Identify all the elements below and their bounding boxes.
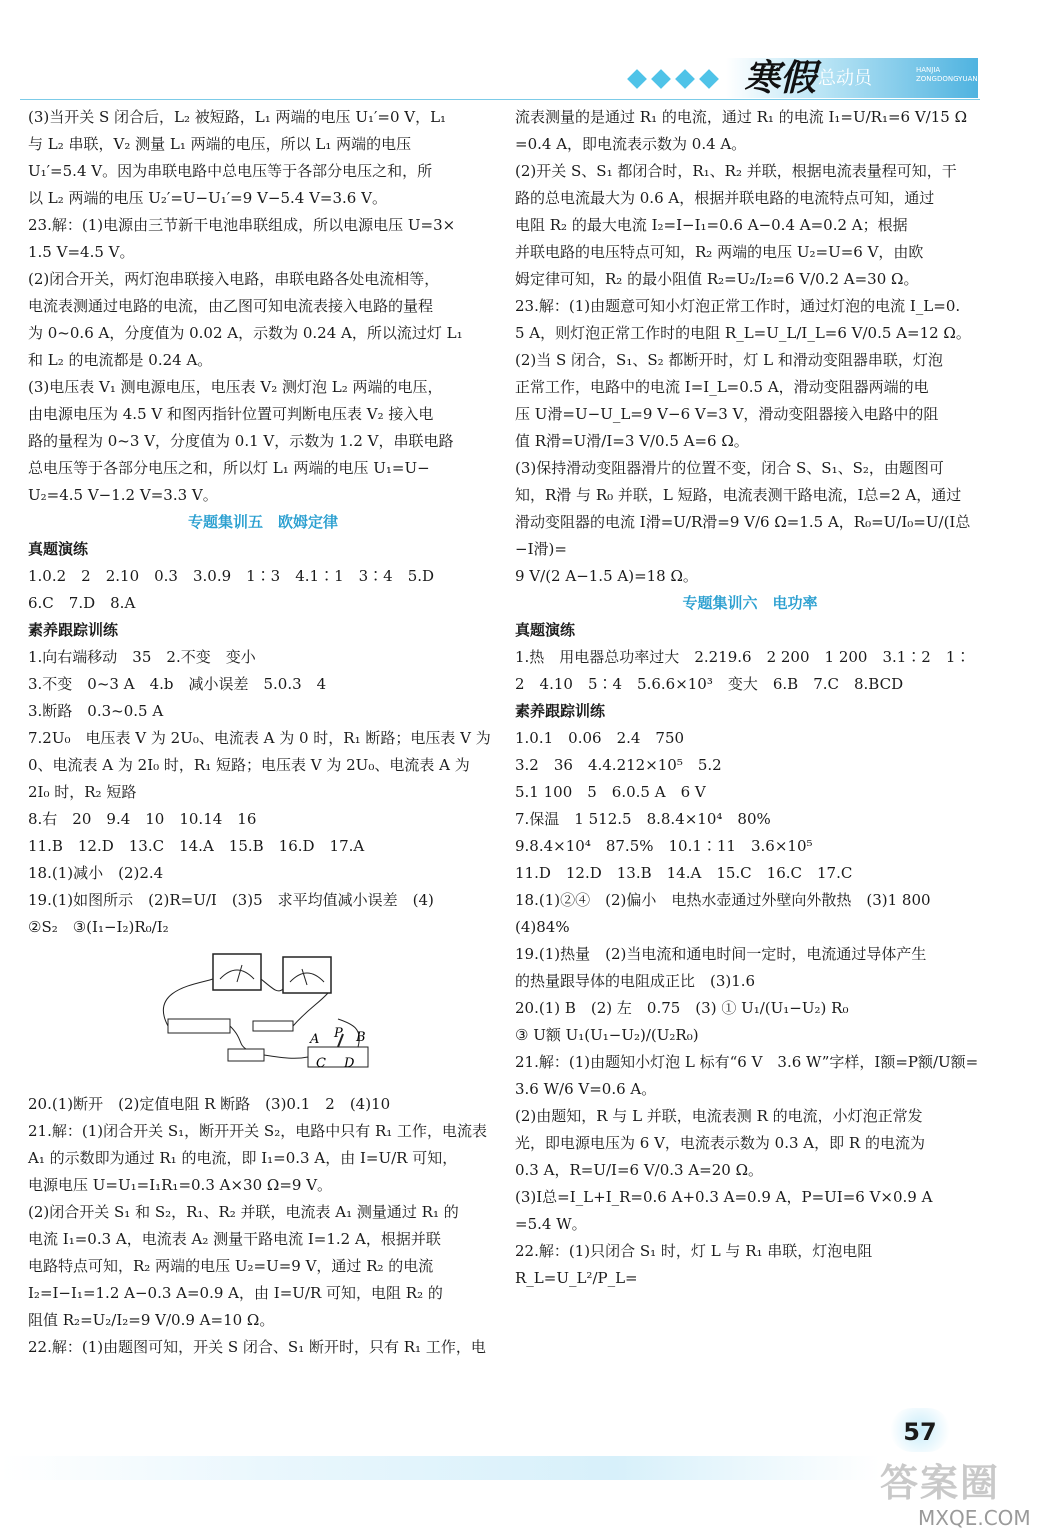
diamond-icon — [675, 69, 695, 89]
text-line: (3)电压表 V₁ 测电源电压，电压表 V₂ 测灯泡 L₂ 两端的电压， — [28, 378, 443, 396]
text-line: 路的总电流最大为 0.6 A，根据并联电路的电流特点可知，通过 — [515, 189, 935, 207]
circuit-figure — [158, 949, 398, 1074]
logo-big: 寒假 — [744, 57, 817, 99]
decor-diamonds — [630, 72, 716, 86]
text-line: ③ U额 U₁(U₁−U₂)/(U₂R₀) — [515, 1026, 699, 1044]
page-number: 57 — [890, 1408, 950, 1452]
text-line: 电源电压 U=U₁=I₁R₁=0.3 A×30 Ω=9 V。 — [28, 1176, 333, 1194]
text-line: I₂=I−I₁=1.2 A−0.3 A=0.9 A，由 I=U/R 可知，电阻 R₂ 的 — [28, 1284, 443, 1302]
text-line: 3.不变 0~3 A 4.b 减小误差 5.0.3 4 — [28, 675, 327, 693]
text-line: 姆定律可知，R₂ 的最小阻值 R₂=U₂/I₂=6 V/0.2 A=30 Ω。 — [515, 270, 919, 288]
label-c: C — [316, 1056, 326, 1071]
text-line: (2)由题知，R 与 L 并联，电流表测 R 的电流，小灯泡正常发 — [515, 1107, 923, 1125]
text-line: 并联电路的电压特点可知，R₂ 两端的电压 U₂=U=6 V，由欧 — [515, 243, 924, 261]
text-line: (3)当开关 S 闭合后，L₂ 被短路，L₁ 两端的电压 U₁′=0 V，L₁ — [28, 108, 447, 126]
header-divider — [20, 99, 980, 100]
right-column — [515, 104, 985, 1292]
label-a: A — [310, 1032, 320, 1047]
text-line: 18.(1)减小 (2)2.4 — [28, 864, 164, 882]
text-line: 2I₀ 时，R₂ 短路 — [28, 783, 137, 801]
footer-band — [0, 1456, 880, 1480]
text-line: (4)84% — [515, 918, 570, 936]
text-line: 19.(1)热量 (2)当电流和通电时间一定时，电流通过导体产生 — [515, 945, 927, 963]
text-line: 值 R滑=U滑/I=3 V/0.5 A=6 Ω。 — [515, 432, 749, 450]
text-line: U₁′=5.4 V。因为串联电路中总电压等于各部分电压之和，所 — [28, 162, 433, 180]
text-line: =0.4 A，即电流表示数为 0.4 A。 — [515, 135, 747, 153]
text-line: 知，R滑 与 R₀ 并联，L 短路，电流表测干路电流，I总=2 A，通过 — [515, 486, 962, 504]
text-line: 电阻 R₂ 的最大电流 I₂=I−I₁=0.6 A−0.4 A=0.2 A；根据 — [515, 216, 908, 234]
label-p: P — [334, 1026, 343, 1041]
text-line: 1.向右端移动 35 2.不变 变小 — [28, 648, 256, 666]
text-line: 1.0.1 0.06 2.4 750 — [515, 729, 685, 747]
text-line: 压 U滑=U−U_L=9 V−6 V=3 V，滑动变阻器接入电路中的阻 — [515, 405, 939, 423]
logo-small: 总动员 — [818, 68, 872, 89]
watermark-text: 答案圈 — [880, 1461, 1001, 1505]
text-line: 7.2U₀ 电压表 V 为 2U₀、电流表 A 为 0 时，R₁ 断路；电压表 V 为 — [28, 729, 491, 747]
text-line: 9.8.4×10⁴ 87.5% 10.1∶11 3.6×10⁵ — [515, 837, 813, 855]
page-header — [0, 0, 1053, 100]
text-line: 5 A，则灯泡正常工作时的电阻 R_L=U_L/I_L=6 V/0.5 A=12 Ω。 — [515, 324, 971, 342]
text-line: 为 0~0.6 A，分度值为 0.02 A，示数为 0.24 A，所以流过灯 L₁ — [28, 324, 463, 342]
text-line: U₂=4.5 V−1.2 V=3.3 V。 — [28, 486, 218, 504]
answers — [28, 563, 498, 617]
text-line: (2)开关 S、S₁ 都闭合时，R₁、R₂ 并联，根据电流表量程可知，干 — [515, 162, 957, 180]
text-line: 1.热 用电器总功率过大 2.219.6 2 200 1 200 3.1∶2 1∶ — [515, 648, 971, 666]
text-line: 1.0.2 2 2.10 0.3 3.0.9 1∶3 4.1∶1 3∶4 5.D — [28, 567, 435, 585]
text-line: 阻值 R₂=U₂/I₂=9 V/0.9 A=10 Ω。 — [28, 1311, 275, 1329]
text-line: 21.解：(1)由题知小灯泡 L 标有“6 V 3.6 W”字样，I额=P额/U额= — [515, 1053, 979, 1071]
text-line: 3.2 36 4.4.212×10⁵ 5.2 — [515, 756, 722, 774]
text-line: 19.(1)如图所示 (2)R=U/I (3)5 求平均值减小误差 (4) — [28, 891, 434, 909]
text-line: 以 L₂ 两端的电压 U₂′=U−U₁′=9 V−5.4 V=3.6 V。 — [28, 189, 387, 207]
text-line: 8.右 20 9.4 10 10.14 16 — [28, 810, 257, 828]
text-line: 电流 I₁=0.3 A，电流表 A₂ 测量干路电流 I=1.2 A，根据并联 — [28, 1230, 441, 1248]
brand-logo — [726, 58, 978, 98]
text-line: 11.B 12.D 13.C 14.A 15.B 16.D 17.A — [28, 837, 365, 855]
text-line: 0.3 A，R=U/I=6 V/0.3 A=20 Ω。 — [515, 1161, 764, 1179]
text-line: 总电压等于各部分电压之和，所以灯 L₁ 两端的电压 U₁=U− — [28, 459, 430, 477]
subsection-title: 素养跟踪训练 — [28, 621, 119, 639]
text-line: 1.5 V=4.5 V。 — [28, 243, 135, 261]
text-line: 11.D 12.D 13.B 14.A 15.C 16.C 17.C — [515, 864, 853, 882]
text-line: (3)I总=I_L+I_R=0.6 A+0.3 A=0.9 A，P=UI=6 V×0.9 A — [515, 1188, 933, 1206]
diamond-icon — [627, 69, 647, 89]
text-line: 18.(1)②④ (2)偏小 电热水壶通过外壁向外散热 (3)1 800 — [515, 891, 931, 909]
text-line: A₁ 的示数即为通过 R₁ 的电流，即 I₁=0.3 A，由 I=U/R 可知， — [28, 1149, 458, 1167]
text-line: 7.保温 1 512.5 8.8.4×10⁴ 80% — [515, 810, 771, 828]
answers — [28, 644, 498, 941]
text-line: (2)闭合开关，两灯泡串联接入电路，串联电路各处电流相等， — [28, 270, 440, 288]
text-line: ②S₂ ③(I₁−I₂)R₀/I₂ — [28, 918, 169, 936]
subsection-title: 素养跟踪训练 — [515, 702, 606, 720]
text-line: 与 L₂ 串联，V₂ 测量 L₁ 两端的电压，所以 L₁ 两端的电压 — [28, 135, 412, 153]
text-line: 流表测量的是通过 R₁ 的电流，通过 R₁ 的电流 I₁=U/R₁=6 V/15 Ω — [515, 108, 968, 126]
text-line: 22.解：(1)只闭合 S₁ 时，灯 L 与 R₁ 串联，灯泡电阻 R_L=U_L²/P_L= — [515, 1242, 873, 1287]
text-line: 21.解：(1)闭合开关 S₁，断开开关 S₂，电路中只有 R₁ 工作，电流表 — [28, 1122, 488, 1140]
left-column — [28, 104, 498, 1361]
text-line: 20.(1) B (2) 左 0.75 (3) ① U₁/(U₁−U₂) R₀ — [515, 999, 849, 1017]
diamond-icon — [651, 69, 671, 89]
answers — [515, 725, 985, 1292]
text-line: 2 4.10 5∶4 5.6.6×10³ 变大 6.B 7.C 8.BCD — [515, 675, 904, 693]
text-line: 滑动变阻器的电流 I滑=U/R滑=9 V/6 Ω=1.5 A，R₀=U/I₀=U/(I总−I滑)= — [515, 513, 971, 558]
diamond-icon — [699, 69, 719, 89]
answers — [515, 644, 985, 698]
text-line: 5.1 100 5 6.0.5 A 6 V — [515, 783, 706, 801]
text-line: 23.解：(1)电源由三节新干电池串联组成，所以电源电压 U=3× — [28, 216, 456, 234]
subsection-title: 真题演练 — [28, 540, 89, 558]
text-line: 0、电流表 A 为 2I₀ 时，R₁ 短路；电压表 V 为 2U₀、电流表 A 为 — [28, 756, 470, 774]
label-b: B — [356, 1030, 366, 1045]
left-text — [28, 104, 498, 509]
watermark-url: MXQE.COM — [918, 1506, 1031, 1530]
text-line: 9 V/(2 A−1.5 A)=18 Ω。 — [515, 567, 698, 585]
text-line: 电流表测通过电路的电流，由乙图可知电流表接入电路的量程 — [28, 297, 434, 315]
text-line: 3.断路 0.3~0.5 A — [28, 702, 164, 720]
text-line: 光，即电源电压为 6 V，电流表示数为 0.3 A，即 R 的电流为 — [515, 1134, 925, 1152]
text-line: 由电源电压为 4.5 V 和图丙指针位置可判断电压表 V₂ 接入电 — [28, 405, 434, 423]
right-text — [515, 104, 985, 590]
text-line: 6.C 7.D 8.A — [28, 594, 136, 612]
text-line: 20.(1)断开 (2)定值电阻 R 断路 (3)0.1 2 (4)10 — [28, 1095, 391, 1113]
label-d: D — [344, 1056, 355, 1071]
subsection-title: 真题演练 — [515, 621, 576, 639]
logo-pinyin: HANJIA ZONGDONGYUAN — [916, 66, 978, 83]
section-title: 专题集训五 欧姆定律 — [187, 513, 338, 531]
text-line: (2)闭合开关 S₁ 和 S₂，R₁、R₂ 并联，电流表 A₁ 测量通过 R₁ 的 — [28, 1203, 459, 1221]
text-line: =5.4 W。 — [515, 1215, 587, 1233]
section-title: 专题集训六 电功率 — [682, 594, 818, 612]
text-line: 23.解：(1)由题意可知小灯泡正常工作时，通过灯泡的电流 I_L=0. — [515, 297, 961, 315]
text-line: 的热量跟导体的电阻成正比 (3)1.6 — [515, 972, 756, 990]
text-line: (3)保持滑动变阻器滑片的位置不变，闭合 S、S₁、S₂，由题图可 — [515, 459, 944, 477]
text-line: 路的量程为 0~3 V，分度值为 0.1 V，示数为 1.2 V，串联电路 — [28, 432, 454, 450]
text-line: 3.6 W/6 V=0.6 A。 — [515, 1080, 657, 1098]
text-line: 电路特点可知，R₂ 两端的电压 U₂=U=9 V，通过 R₂ 的电流 — [28, 1257, 434, 1275]
text-line: 正常工作，电路中的电流 I=I_L=0.5 A，滑动变阻器两端的电 — [515, 378, 929, 396]
text-line: 22.解：(1)由题图可知，开关 S 闭合、S₁ 断开时，只有 R₁ 工作，电 — [28, 1338, 486, 1356]
answers — [28, 1091, 498, 1361]
text-line: 和 L₂ 的电流都是 0.24 A。 — [28, 351, 213, 369]
text-line: (2)当 S 闭合，S₁、S₂ 都断开时，灯 L 和滑动变阻器串联，灯泡 — [515, 351, 943, 369]
